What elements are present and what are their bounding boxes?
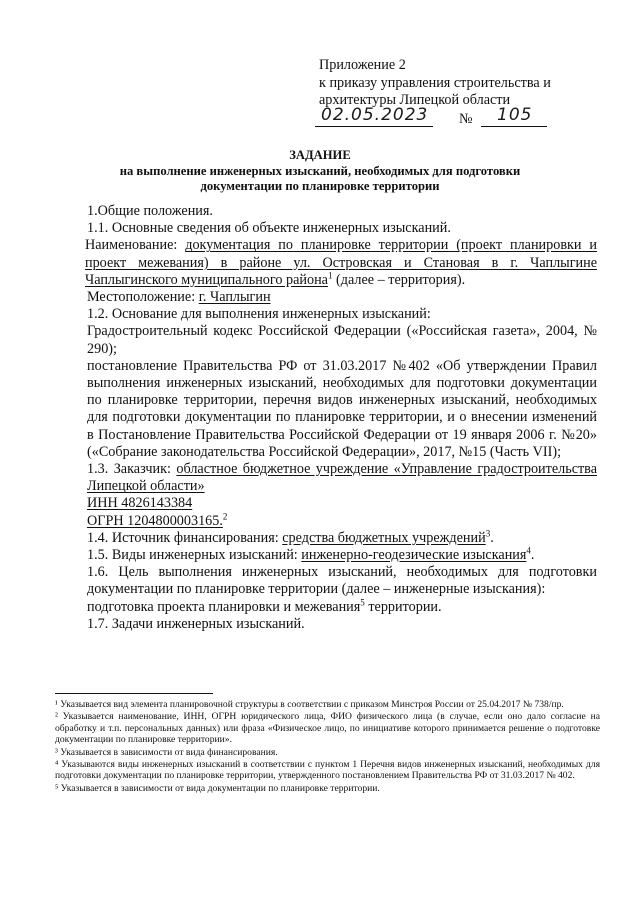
section-1-3-customer: 1.3. Заказчик: областное бюджетное учреждение «Управление градостроительства Липецкой области» — [87, 461, 597, 495]
basis-code: Градостроительный кодекс Российской Федерации («Российская газета», 2004, № 290); — [87, 323, 597, 357]
customer-ogrn: ОГРН 1204800003165.$^2$ — [87, 510, 228, 529]
object-name-value: документация по планировке территории (проект планировки и проект межевания) в районе ул. Островская и Становая в г. Чаплыгине Чаплыгинского муниципального района — [85, 237, 597, 288]
footnote-3: ³ Указывается в зависимости от вида финансирования. — [55, 746, 278, 758]
section-1-4-financing: 1.4. Источник финансирования: средства бюджетных учреждений$^3$. — [87, 528, 494, 546]
section-1-7-tasks: 1.7. Задачи инженерных изысканий. — [87, 615, 305, 632]
customer-inn: ИНН 4826143384 — [87, 495, 193, 512]
appendix-line-2: к приказу управления строительства и — [319, 74, 551, 91]
document-title: ЗАДАНИЕ — [289, 148, 351, 162]
footnote-5: ⁵ Указывается в зависимости от вида документации по планировке территории. — [55, 782, 380, 794]
financing-value: средства бюджетных учреждений — [282, 529, 486, 546]
section-1-1: 1.1. Основные сведения об объекте инженерных изысканий. — [87, 220, 451, 237]
object-name: Наименование: документация по планировке территории (проект планировки и проект межевания) в районе ул. Островская и Становая в г. Чаплыгине Чаплыгинского муниципального района$^1$ (далее – территория). — [85, 237, 597, 288]
footnote-divider — [55, 693, 213, 694]
footnotes — [55, 699, 600, 795]
order-number: 105 — [497, 104, 533, 125]
number-underline — [481, 126, 547, 127]
order-date-number-line — [319, 104, 551, 131]
document-subtitle-line-2: документации по планировке территории — [200, 179, 440, 193]
footnote-1: ¹ Указывается вид элемента планировочной структуры в соответствии с приказом Минстроя России от 25.04.2017 № 738/пр. — [55, 699, 564, 710]
order-date: 02.05.2023 — [321, 104, 429, 125]
survey-types-value: инженерно-геодезические изыскания — [301, 547, 527, 564]
customer-value: областное бюджетное учреждение «Управление градостроительства Липецкой области» — [87, 461, 597, 495]
object-location-value: г. Чаплыгин — [198, 289, 271, 306]
document-subtitle-line-1: на выполнение инженерных изысканий, необходимых для подготовки — [119, 164, 521, 178]
basis-resolution: постановление Правительства РФ от 31.03.2017 №402 «Об утверждении Правил выполнения инженерных изысканий, необходимых для подготовки документации по планировке территории, перечня видов инженерных изысканий, необходимых для подготовки документации по планировке территории, и о внесении изменений в Постановление Правительства Российской Федерации от 19 января 2006 г. №20» («Собрание законодательства Российской Федерации», 2017, №15 (Часть VII); — [87, 357, 597, 460]
purpose-item: подготовка проекта планировки и межевания$^5$ территории. — [87, 596, 442, 615]
section-1: 1.Общие положения. — [87, 203, 213, 219]
appendix-line-1: Приложение 2 — [319, 57, 406, 73]
section-1-5-survey-types: 1.5. Виды инженерных изысканий: инженерно-геодезические изыскания$^4$. — [87, 545, 535, 564]
appendix-line-3: архитектуры Липецкой области — [319, 92, 511, 108]
date-underline — [315, 126, 433, 127]
section-1-6-purpose: 1.6. Цель выполнения инженерных изысканий, необходимых для подготовки документации по планировке территории (далее – инженерные изыскания): — [87, 564, 597, 598]
section-1-2: 1.2. Основание для выполнения инженерных изысканий: — [87, 306, 431, 323]
object-location: Местоположение: г. Чаплыгин — [87, 289, 271, 306]
appendix-block — [319, 57, 551, 131]
number-sign: № — [459, 110, 473, 127]
document-body — [87, 203, 597, 633]
footnote-2: ² Указывается наименование, ИНН, ОГРН юридического лица, ФИО физического лица (в случае, если оно дало согласие на обработку и т.п. персональных данных) или фраза «Физическое лицо, по инициативе которого принимается решение о подготовке документации по планировке территории». — [55, 711, 600, 746]
footnote-4: ⁴ Указываются виды инженерных изысканий в соответствии с пунктом 1 Перечня видов инженерных изысканий, необходимых для подготовки документации по планировке территории, утвержденного постановлением Правительства РФ от 31.03.2017 № 402. — [55, 759, 600, 782]
